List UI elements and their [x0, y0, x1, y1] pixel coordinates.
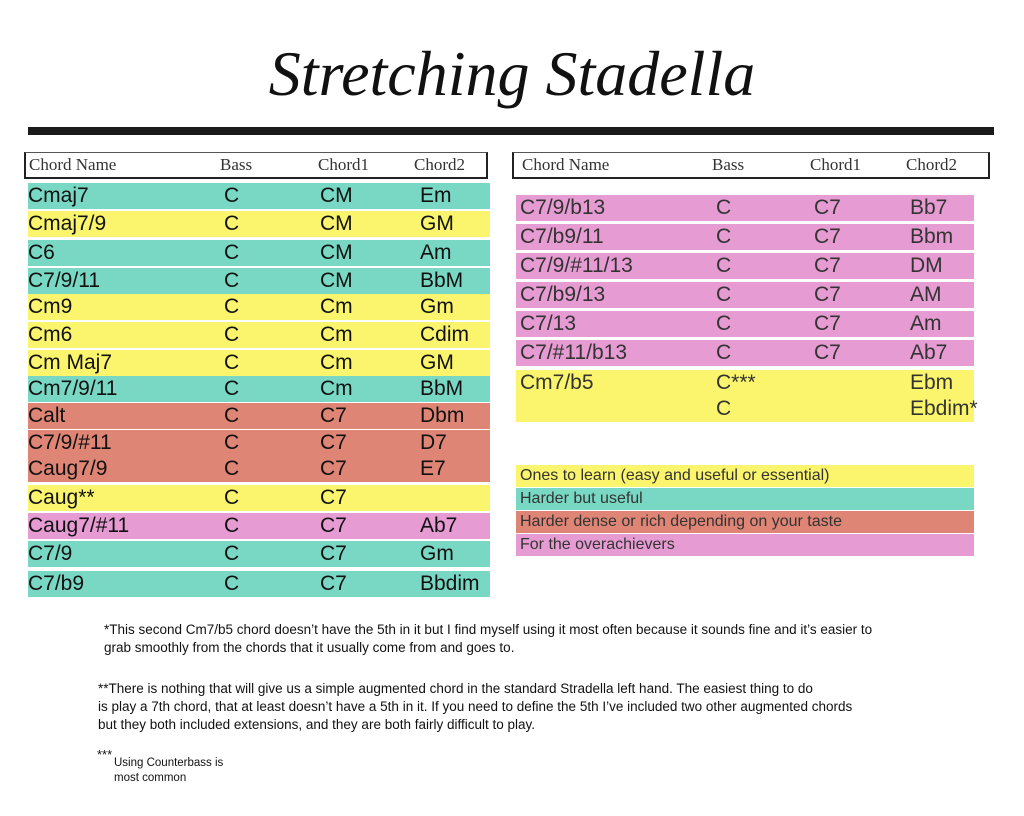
cell-bass: C: [716, 196, 732, 219]
cell-chord1: C7: [320, 404, 347, 427]
table-row: [516, 340, 974, 366]
cell-chord2: Gm: [420, 295, 454, 318]
table-row: [516, 253, 974, 279]
cell-bass: C: [224, 295, 240, 318]
cell-chord2: Dbm: [420, 404, 465, 427]
header-chord1: Chord1: [810, 155, 861, 174]
cell-bass: C: [224, 351, 240, 374]
table-row: [28, 268, 490, 294]
table-row: [516, 282, 974, 308]
legend-item: [516, 511, 974, 533]
cell-chord1: C7: [814, 225, 841, 248]
cell-name: C7/b9/11: [520, 225, 604, 248]
footnote-line: grab smoothly from the chords that it usually come from and goes to.: [104, 640, 515, 655]
table-row: [516, 195, 974, 221]
header-chord1: Chord1: [318, 155, 369, 174]
cell-bass: C: [224, 241, 240, 264]
cell-chord1: CM: [320, 241, 353, 264]
cell-chord2: GM: [420, 212, 454, 235]
footnote-line: is play a 7th chord, that at least doesn’t have a 5th in it. If you need to define the 5th I’ve included two other augmented chords: [98, 699, 853, 714]
right-table-header: [512, 152, 990, 179]
cell-chord2: Ab7: [910, 341, 948, 364]
cell-bass: C: [716, 225, 732, 248]
table-row: [516, 396, 978, 422]
table-row: [28, 322, 490, 348]
cell-chord2: Am: [420, 241, 452, 264]
cell-chord1: C7: [814, 312, 841, 335]
cell-chord2: BbM: [420, 377, 464, 400]
cell-name: Caug**: [28, 486, 95, 509]
left-table-header: [24, 152, 488, 179]
cell-chord2: Bbm: [910, 225, 954, 248]
cell-name: Calt: [28, 404, 66, 427]
cell-name: C7/9/b13: [520, 196, 606, 219]
footnote-cm7b5: [104, 621, 872, 657]
cell-name: C7/9: [28, 542, 73, 565]
footnote-line: Using Counterbass is: [114, 757, 224, 769]
header-bass: Bass: [220, 155, 253, 174]
page-title: Stretching Stadella: [268, 38, 756, 109]
cell-bass: C: [224, 514, 240, 537]
table-row: [516, 224, 974, 250]
cell-bass: C***: [716, 371, 756, 394]
cell-chord1: C7: [320, 542, 347, 565]
header-chord-name: Chord Name: [522, 155, 610, 174]
cell-chord2: D7: [420, 431, 447, 454]
cell-name: Cmaj7: [28, 184, 89, 207]
cell-name: C7/13: [520, 312, 577, 335]
cell-bass: C: [716, 254, 732, 277]
table-row: [28, 403, 490, 429]
title-rule: [28, 127, 994, 135]
cell-chord1: Cm: [320, 351, 353, 374]
cell-name: C7/9/#11: [28, 431, 112, 454]
cell-bass: C: [224, 486, 240, 509]
cell-bass: C: [716, 397, 732, 420]
footnote-line: *This second Cm7/b5 chord doesn’t have the 5th in it but I find myself using it most often because it sounds fine and it’s easier to: [104, 622, 873, 637]
cell-bass: C: [716, 341, 732, 364]
cell-bass: C: [224, 457, 240, 480]
cell-chord1: C7: [320, 457, 347, 480]
table-row: [28, 183, 490, 209]
table-row: [28, 211, 490, 237]
cell-bass: C: [224, 404, 240, 427]
table-row: [28, 485, 490, 511]
cell-chord2: E7: [420, 457, 446, 480]
table-row: [516, 311, 974, 337]
cell-name: Cm6: [28, 323, 73, 346]
cell-chord2: Bb7: [910, 196, 948, 219]
legend-label: Harder dense or rich depending on your taste: [520, 513, 842, 530]
cell-chord1: CM: [320, 269, 353, 292]
cell-chord2: Ab7: [420, 514, 458, 537]
cell-name: C7/9/11: [28, 269, 100, 292]
header-chord2: Chord2: [414, 155, 465, 174]
legend-item: [516, 534, 974, 556]
table-row: [516, 370, 974, 396]
cell-chord1: Cm: [320, 323, 353, 346]
table-row: [28, 513, 490, 539]
footnote-stars: ***: [97, 747, 113, 762]
header-bass: Bass: [712, 155, 745, 174]
cell-chord2: Em: [420, 184, 452, 207]
cell-bass: C: [224, 212, 240, 235]
cell-bass: C: [716, 283, 732, 306]
cell-chord2: Gm: [420, 542, 454, 565]
legend-label: Harder but useful: [520, 490, 643, 507]
legend-label: Ones to learn (easy and useful or essential): [520, 467, 830, 484]
cell-name: Cm7/b5: [520, 371, 594, 394]
cell-chord1: CM: [320, 212, 353, 235]
cell-bass: C: [224, 572, 240, 595]
cell-chord2: GM: [420, 351, 454, 374]
cell-name: C7/#11/b13: [520, 341, 628, 364]
cell-chord1: C7: [814, 283, 841, 306]
cell-name: C7/b9: [28, 572, 85, 595]
cell-chord2: Ebm: [910, 371, 954, 394]
cell-name: C7/b9/13: [520, 283, 606, 306]
table-row: [28, 541, 490, 567]
cell-chord1: C7: [320, 514, 347, 537]
cell-name: Cm7/9/11: [28, 377, 118, 400]
table-row: [28, 240, 490, 266]
cell-chord2: Am: [910, 312, 942, 335]
cell-chord2: AM: [910, 283, 942, 306]
cell-bass: C: [224, 431, 240, 454]
cell-bass: C: [716, 312, 732, 335]
footnote-counterbass: [114, 756, 223, 786]
table-row: [28, 456, 490, 482]
footnote-line: but they both included extensions, and they are both fairly difficult to play.: [98, 717, 536, 732]
footnote-line: **There is nothing that will give us a simple augmented chord in the standard Stradella left hand. The easiest thing to do: [98, 681, 813, 696]
cell-name: Cm Maj7: [28, 351, 113, 374]
cell-bass: C: [224, 377, 240, 400]
header-chord-name: Chord Name: [29, 155, 117, 174]
cell-name: C6: [28, 241, 55, 264]
cell-chord2: Bbdim: [420, 572, 480, 595]
cell-bass: C: [224, 323, 240, 346]
cell-chord1: C7: [320, 431, 347, 454]
cell-chord1: Cm: [320, 295, 353, 318]
cell-chord1: C7: [320, 572, 347, 595]
legend-label: For the overachievers: [520, 536, 675, 553]
cell-chord1: Cm: [320, 377, 353, 400]
footnote-caug: [98, 680, 852, 734]
cell-chord1: C7: [814, 196, 841, 219]
cell-name: Cmaj7/9: [28, 212, 107, 235]
table-row: [28, 376, 490, 402]
cell-chord1: CM: [320, 184, 353, 207]
cell-chord1: C7: [814, 341, 841, 364]
cell-chord2: Cdim: [420, 323, 470, 346]
table-row: [28, 571, 490, 597]
cell-bass: C: [224, 184, 240, 207]
header-chord2: Chord2: [906, 155, 957, 174]
cell-bass: C: [224, 269, 240, 292]
cell-name: Caug7/9: [28, 457, 108, 480]
cell-chord1: C7: [320, 486, 347, 509]
cell-name: Cm9: [28, 295, 73, 318]
cell-chord2: BbM: [420, 269, 464, 292]
footnote-line: most common: [114, 772, 187, 784]
legend-item: [516, 465, 974, 487]
table-row: [28, 350, 490, 376]
cell-name: C7/9/#11/13: [520, 254, 633, 277]
table-row: [28, 430, 490, 456]
cell-name: Caug7/#11: [28, 514, 130, 537]
cell-chord2: DM: [910, 254, 943, 277]
table-row: [28, 294, 490, 320]
cell-chord1: C7: [814, 254, 841, 277]
legend-item: [516, 488, 974, 510]
cell-chord2: Ebdim*: [910, 397, 978, 420]
cell-bass: C: [224, 542, 240, 565]
